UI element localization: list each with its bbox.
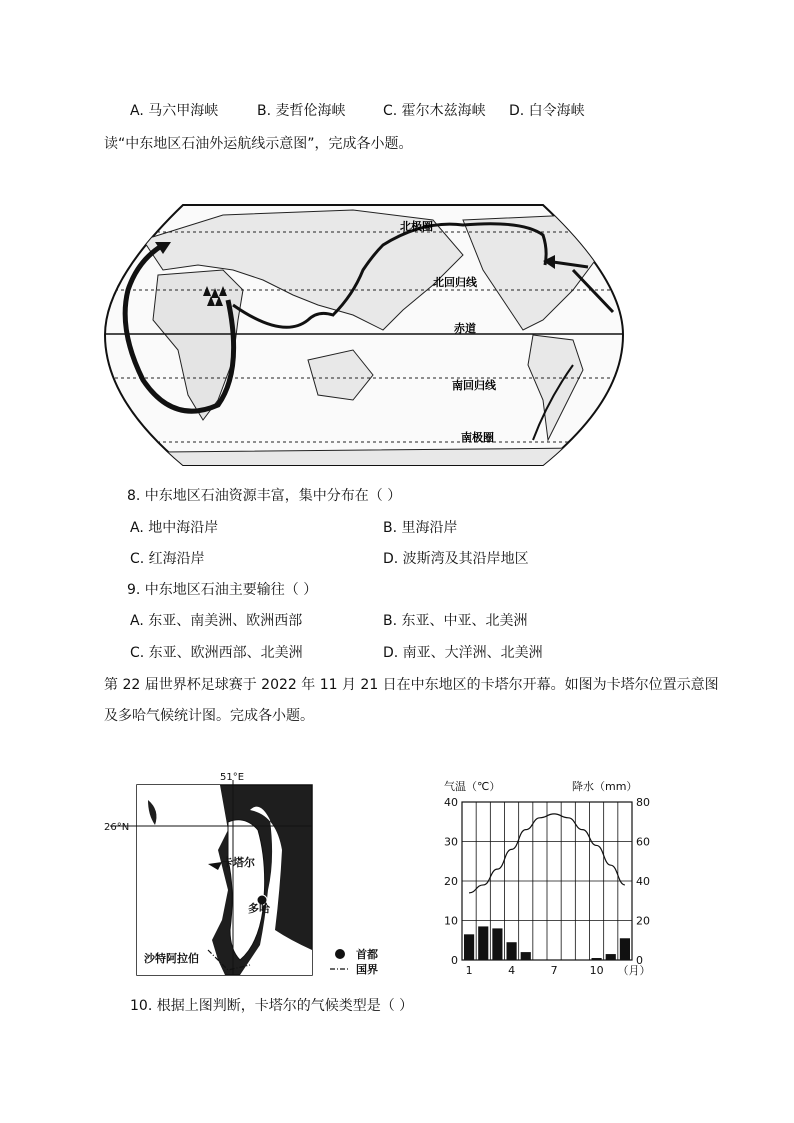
doha-climate-chart bbox=[432, 776, 662, 980]
precipitation-bar bbox=[507, 942, 517, 960]
tropic-cancer-label: 北回归线 bbox=[433, 276, 477, 289]
q9-stem: 9. 中东地区石油主要输往（ ） bbox=[127, 582, 318, 598]
temp-tick-label: 0 bbox=[451, 954, 458, 967]
equator-label: 赤道 bbox=[454, 322, 476, 335]
temp-tick-label: 30 bbox=[444, 835, 458, 849]
antarctica-shape bbox=[163, 448, 583, 470]
q8-option-d: D. 波斯湾及其沿岸地区 bbox=[383, 551, 529, 567]
precip-tick-label: 60 bbox=[636, 835, 650, 849]
tropic-capricorn-label: 南回归线 bbox=[452, 379, 496, 392]
doha-label: 多哈 bbox=[248, 902, 270, 915]
intro-text-1: 读“中东地区石油外运航线示意图”，完成各小题。 bbox=[104, 136, 413, 152]
q9-option-d: D. 南亚、大洋洲、北美洲 bbox=[383, 645, 543, 661]
q7-option-b: B. 麦哲伦海峡 bbox=[257, 103, 346, 119]
arctic-circle-label: 北极圈 bbox=[400, 220, 433, 233]
precipitation-bar bbox=[492, 928, 502, 960]
q10-stem: 10. 根据上图判断，卡塔尔的气候类型是（ ） bbox=[130, 998, 414, 1014]
month-tick-label: 7 bbox=[550, 964, 558, 977]
q7-option-a: A. 马六甲海峡 bbox=[130, 103, 219, 119]
legend-capital-dot bbox=[335, 949, 345, 959]
saudi-label: 沙特阿拉伯 bbox=[144, 952, 199, 965]
legend-capital-label: 首都 bbox=[356, 948, 378, 961]
antarctic-circle-label: 南极圈 bbox=[461, 431, 494, 444]
precip-tick-label: 20 bbox=[636, 914, 650, 928]
q7-option-d: D. 白令海峡 bbox=[509, 103, 585, 119]
precip-tick-label: 40 bbox=[636, 875, 650, 888]
precip-tick-label: 80 bbox=[636, 796, 650, 809]
q9-option-b: B. 东亚、中亚、北美洲 bbox=[383, 613, 528, 629]
q8-option-a: A. 地中海沿岸 bbox=[130, 520, 219, 536]
q8-stem: 8. 中东地区石油资源丰富，集中分布在（ ） bbox=[127, 488, 402, 504]
q7-option-c: C. 霍尔木兹海峡 bbox=[383, 103, 486, 119]
q8-option-c: C. 红海沿岸 bbox=[130, 551, 205, 567]
temp-tick-label: 10 bbox=[444, 914, 458, 928]
month-tick-label: 1 bbox=[465, 964, 473, 977]
right-axis-label: 降水（mm） bbox=[572, 780, 638, 793]
precip-tick-label: 0 bbox=[636, 954, 643, 967]
precipitation-bar bbox=[521, 952, 531, 960]
legend-border-label: 国界 bbox=[356, 963, 378, 976]
temp-tick-label: 40 bbox=[444, 796, 458, 809]
qatar-label: 卡塔尔 bbox=[222, 856, 255, 869]
lon-label: 51°E bbox=[220, 772, 245, 783]
world-map-figure bbox=[103, 200, 625, 470]
q9-option-c: C. 东亚、欧洲西部、北美洲 bbox=[130, 645, 303, 661]
q9-option-a: A. 东亚、南美洲、欧洲西部 bbox=[130, 613, 303, 629]
precipitation-bar bbox=[620, 938, 630, 960]
month-unit-label: （月） bbox=[617, 964, 651, 977]
intro-text-2-line1: 第 22 届世界杯足球赛于 2022 年 11 月 21 日在中东地区的卡塔尔开幕。如图为卡塔尔位置示意图 bbox=[104, 677, 719, 693]
precipitation-bar bbox=[592, 958, 602, 960]
precipitation-bar bbox=[478, 926, 488, 960]
month-tick-label: 10 bbox=[589, 964, 604, 977]
precipitation-bar bbox=[606, 954, 616, 960]
left-axis-label: 气温（℃） bbox=[444, 780, 501, 793]
precipitation-bar bbox=[464, 934, 474, 960]
qatar-location-map bbox=[100, 770, 400, 980]
temp-tick-label: 20 bbox=[444, 875, 458, 888]
intro-text-2-line2: 及多哈气候统计图。完成各小题。 bbox=[104, 708, 314, 724]
q8-option-b: B. 里海沿岸 bbox=[383, 520, 458, 536]
lat-label: 26°N bbox=[104, 822, 130, 833]
month-tick-label: 4 bbox=[508, 964, 516, 977]
